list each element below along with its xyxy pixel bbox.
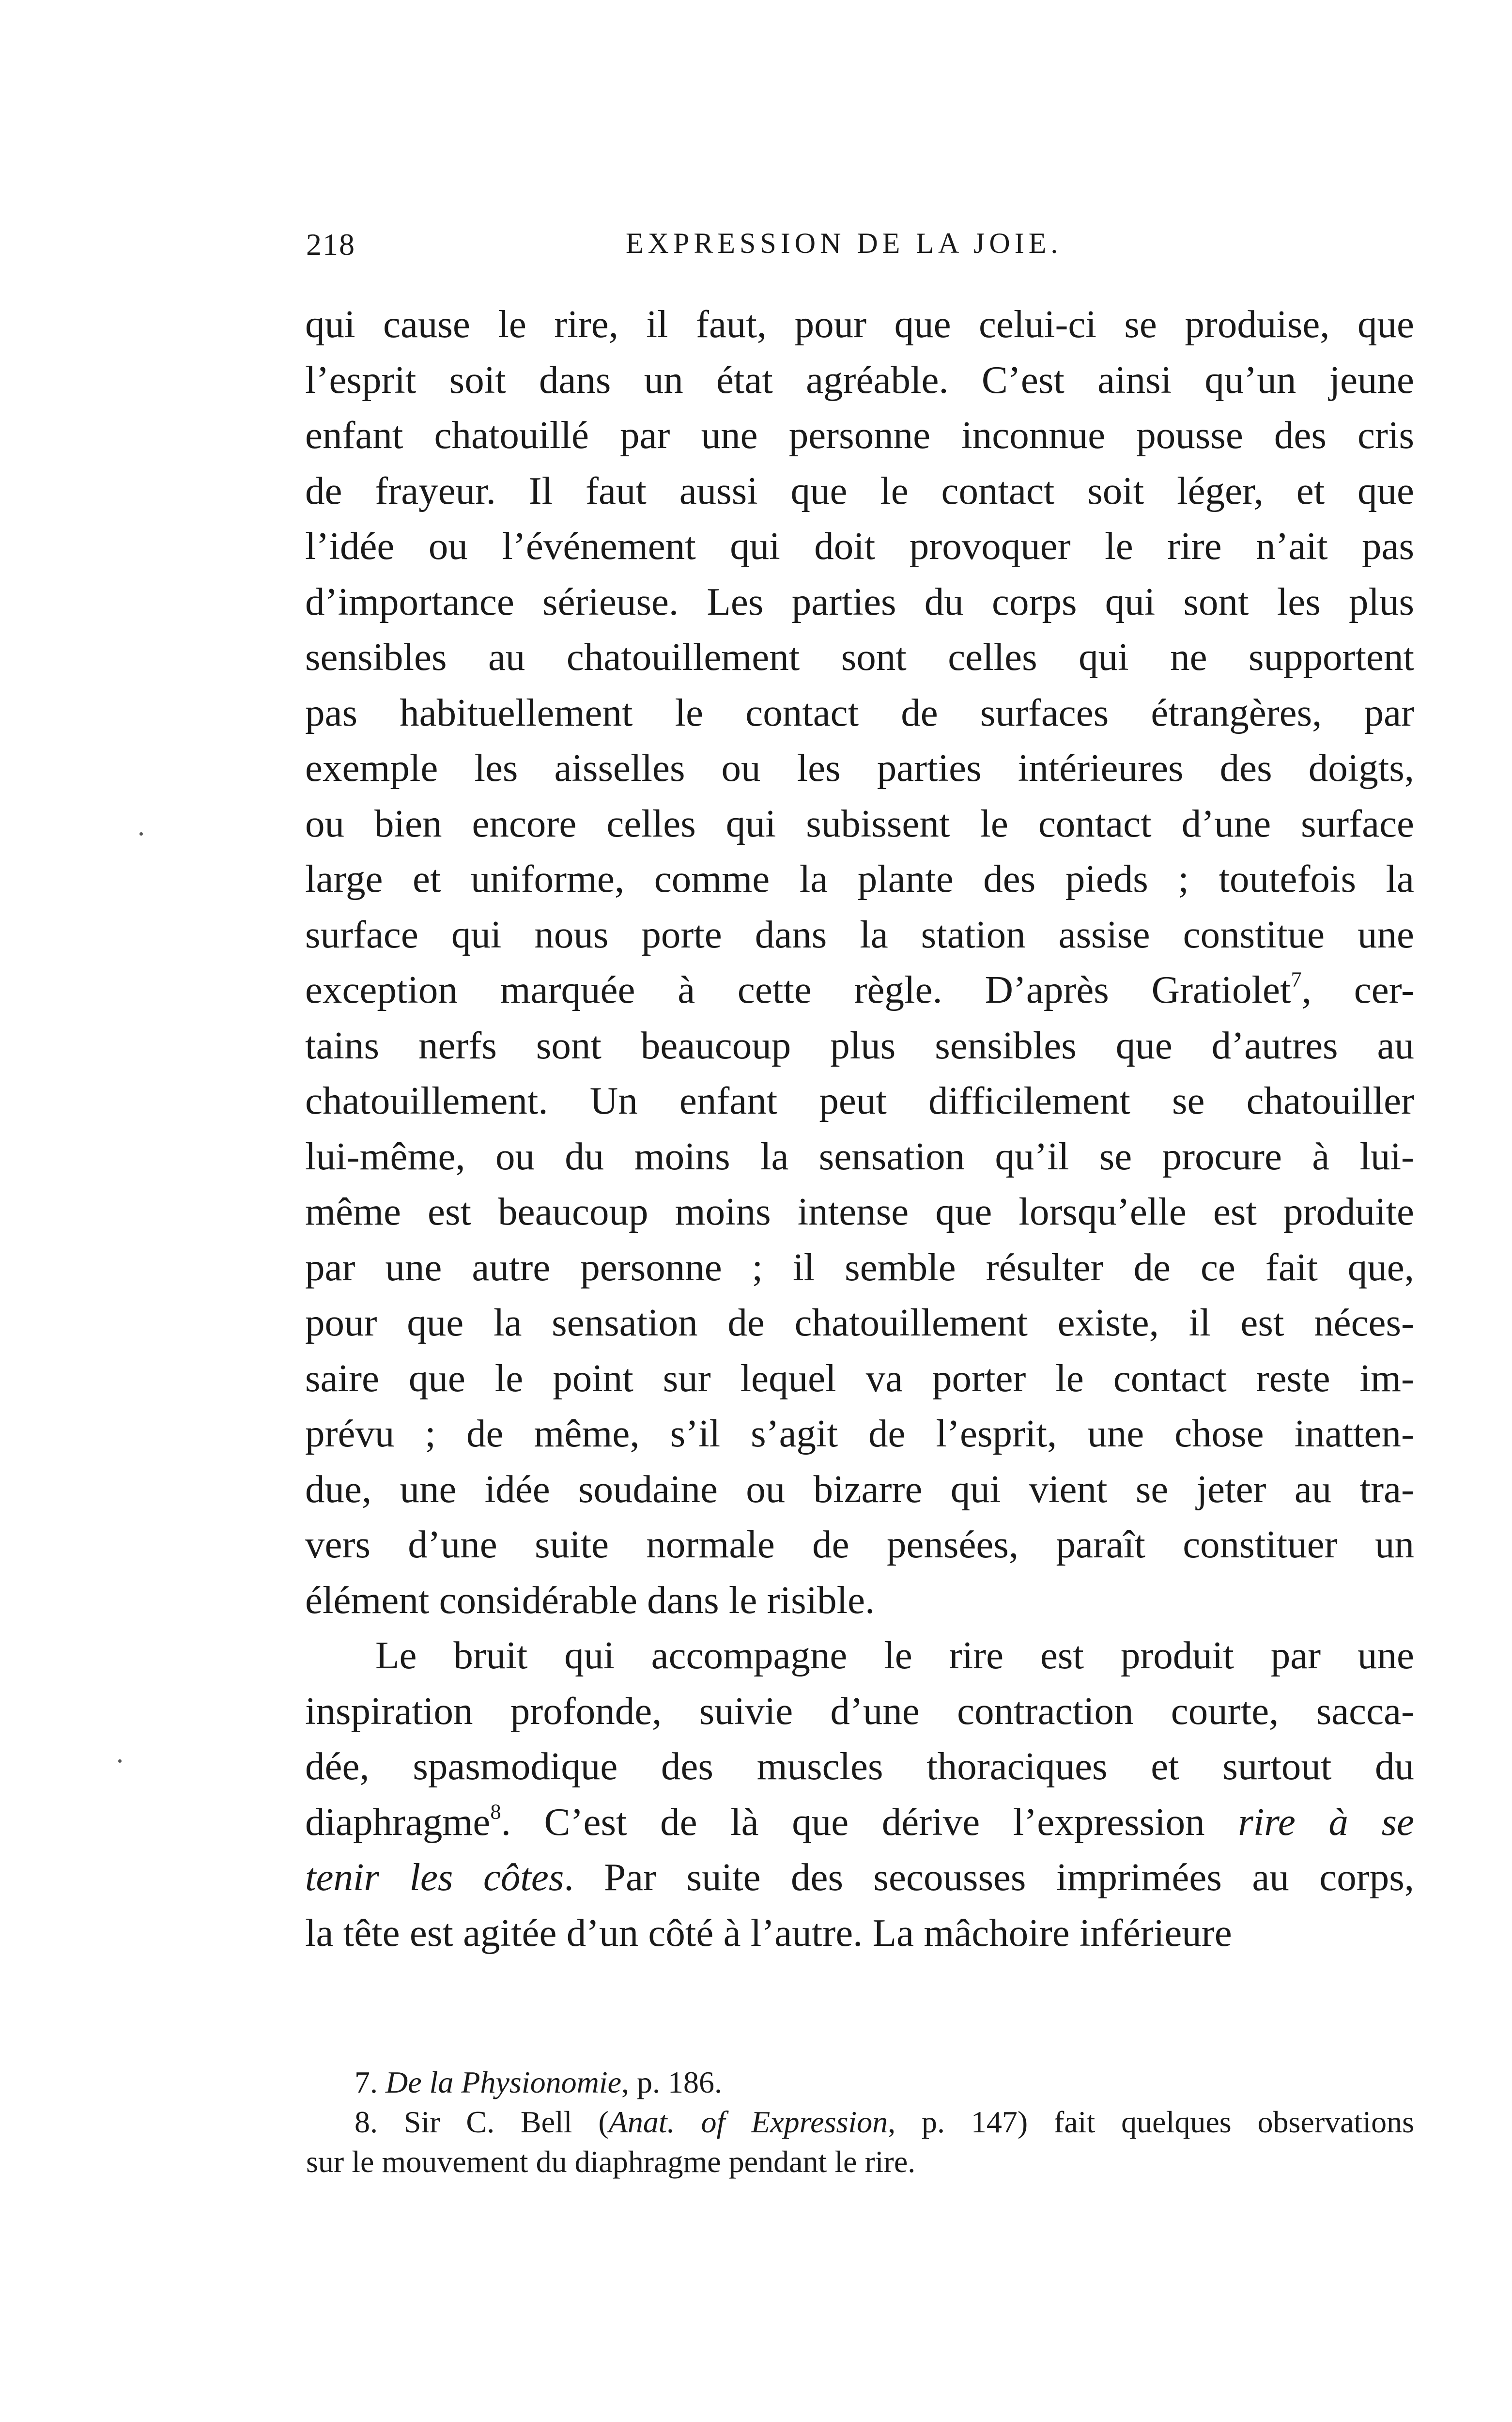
text-run: l’idée ou l’événement qui doit provoquer le rire n’ait pas [305,524,1414,568]
text-line [305,907,1414,963]
text-line [305,1129,1414,1184]
text-run: exception marquée à cette règle. D’après Gratiolet [305,968,1291,1011]
text-line [305,1849,1414,1905]
footnotes [306,2063,1414,2182]
scan-speck [139,832,143,836]
text-line [305,1018,1414,1073]
text-line [305,1406,1414,1461]
page-header [306,227,1415,265]
text-run: , cer- [1301,968,1414,1011]
text-run: due, une idée soudaine ou bizarre qui vient se jeter au tra- [305,1467,1414,1511]
text-run: Le bruit qui accompagne le rire est produit par une [375,1633,1414,1677]
text-line [305,1240,1414,1295]
text-run: large et uniforme, comme la plante des pieds ; toutefois la [305,857,1414,900]
text-run: . Par suite des secousses imprimées au corps, [564,1855,1414,1899]
text-line [305,1351,1414,1406]
footnote-line [306,2102,1414,2142]
text-line [305,463,1414,519]
text-run: vers d’une suite normale de pensées, paraît constituer un [305,1522,1414,1566]
text-line [305,1572,1414,1628]
text-run: élément considérable dans le risible. [305,1578,875,1622]
text-run: tains nerfs sont beaucoup plus sensibles que d’autres au [305,1023,1414,1067]
text-run: ou bien encore celles qui subissent le contact d’une surface [305,801,1414,845]
text-run: l’esprit soit dans un état agréable. C’est ainsi qu’un jeune [305,357,1414,402]
text-line [305,407,1414,463]
text-line [305,1184,1414,1240]
text-line [305,685,1414,741]
text-run: par une autre personne ; il semble résulter de ce fait que, [305,1245,1414,1289]
body-text [305,296,1414,1960]
text-run: même est beaucoup moins intense que lorsqu’elle est produite [305,1190,1414,1233]
text-line [305,1739,1414,1794]
text-line [305,574,1414,630]
italic-text: De la Physionomie [386,2065,621,2099]
text-run: de frayeur. Il faut aussi que le contact soit léger, et que [305,468,1414,512]
text-line [305,1683,1414,1739]
italic-text: Anat. of Expression [608,2105,888,2139]
italic-text: tenir les côtes [305,1855,564,1899]
text-run: lui-même, ou du moins la sensation qu’il se procure à lui- [305,1134,1414,1178]
text-run: sur le mouvement du diaphragme pendant le rire. [306,2144,916,2179]
text-run: pour que la sensation de chatouillement existe, il est néces- [305,1301,1414,1344]
text-run: , p. 147) fait quelques observations [888,2105,1415,2139]
text-run: pas habituellement le contact de surfaces étrangères, par [305,690,1414,734]
text-run: dée, spasmodique des muscles thoraciques et surtout du [305,1744,1414,1788]
text-run: diaphragme [305,1800,491,1844]
running-head: EXPRESSION DE LA JOIE. [626,227,1063,259]
footnote-line [306,2063,1414,2102]
text-line [305,962,1414,1018]
text-line [305,740,1414,796]
text-run: d’importance sérieuse. Les parties du corps qui sont les plus [305,579,1414,623]
text-run: surface qui nous porte dans la station assise constitue une [305,912,1414,956]
scan-speck [118,1759,122,1763]
text-line [305,629,1414,685]
text-run: . C’est de là que dérive l’expression [501,1800,1238,1844]
text-line [305,1628,1414,1683]
text-run: la tête est agitée d’un côté à l’autre. La mâchoire inférieure [305,1910,1232,1955]
text-line [305,1517,1414,1572]
text-run: , p. 186. [621,2065,722,2099]
text-run: 7. [355,2065,386,2099]
italic-text: rire à se [1238,1800,1415,1844]
text-line [305,518,1414,574]
text-line [305,851,1414,907]
text-line [305,1295,1414,1351]
page-number: 218 [306,227,355,262]
footnote-ref: 7 [1291,967,1302,992]
footnote-line [306,2142,1414,2182]
text-line [305,796,1414,852]
text-line [305,296,1414,352]
text-run: exemple les aisselles ou les parties intérieures des doigts, [305,746,1414,790]
text-line [305,1905,1414,1961]
text-run: enfant chatouillé par une personne inconnue pousse des cris [305,413,1414,457]
text-run: chatouillement. Un enfant peut difficilement se chatouiller [305,1079,1414,1122]
text-run: inspiration profonde, suivie d’une contraction courte, sacca- [305,1689,1414,1733]
text-run: qui cause le rire, il faut, pour que celui-ci se produise, que [305,302,1414,346]
text-line [305,352,1414,408]
text-line [305,1794,1414,1850]
footnote-ref: 8 [490,1799,501,1824]
text-line [305,1073,1414,1129]
text-line [305,1461,1414,1517]
text-run: prévu ; de même, s’il s’agit de l’esprit, une chose inatten- [305,1412,1414,1455]
text-run: saire que le point sur lequel va porter le contact reste im- [305,1356,1414,1400]
text-run: 8. Sir C. Bell ( [355,2105,609,2139]
text-run: sensibles au chatouillement sont celles qui ne supportent [305,635,1414,679]
